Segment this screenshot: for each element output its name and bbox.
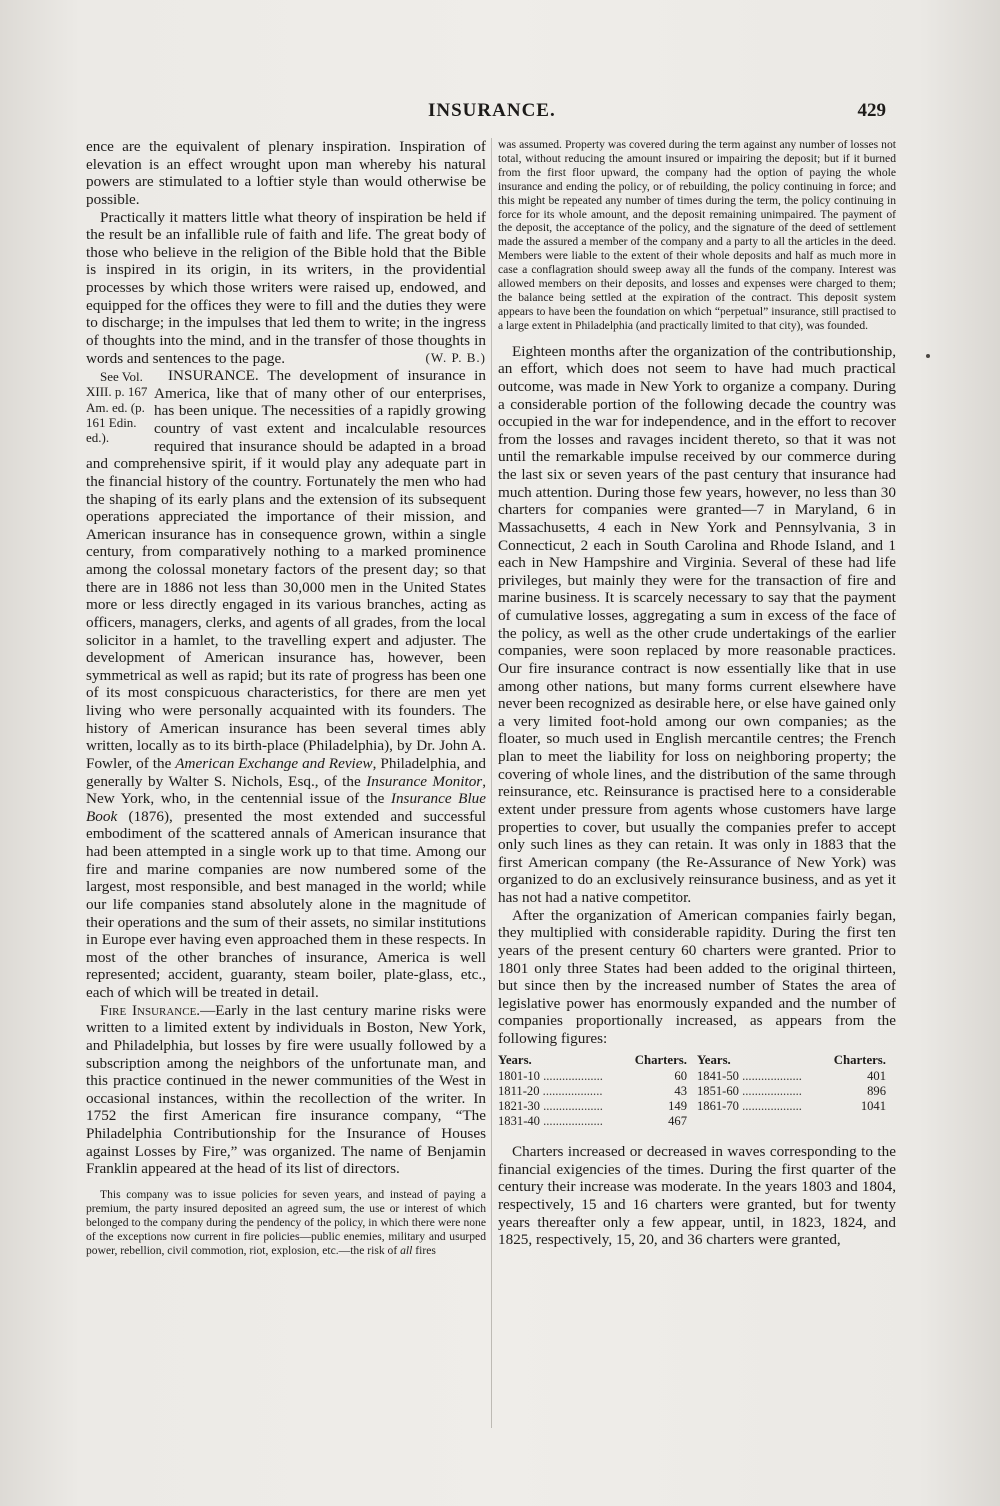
periodical-title-3: Insurance Blue Book [86, 790, 487, 825]
table-row [498, 1069, 896, 1084]
table-cell [697, 1114, 822, 1129]
spacer [498, 333, 896, 343]
charters-table [498, 1052, 896, 1129]
paragraph-insurance-mid-2: , New York, who, in the centennial issue of the [86, 772, 486, 808]
dot-leader: ................... [539, 1083, 603, 1098]
paragraph-insurance-end: (1876), presented the most extended and successful embodiment of the scattered annals of American insurance that had been attempted in a single work up to that time. Among our fire and marine companies are now numbered some of the largest, most responsible, and best managed in the world; while our life companies stand absolutely alone in the magnitude of their operations and the sum of their assets, no similar institutions in Europe ever having even approached them in these respects. In most of the other branches of insurance, America is well represented; accident, guaranty, steam boiler, plate-glass, etc., each of which will be treated in detail. [86, 807, 487, 1001]
paragraph-organization: After the organization of American companies fairly began, they multiplied with considerable rapidity. During the first ten years of the present century 60 charters were granted. Prior to 1801 only three States had been added to the original thirteen, but since then by the increased number of States the area of legislative power has enormously expanded and the number of companies proportionally increased, as appears from the following figures: [498, 906, 896, 1048]
periodical-title-1: American Exchange and Review [175, 754, 373, 772]
dot-leader: ................... [738, 1098, 802, 1113]
table-header: Years. [696, 1052, 731, 1067]
table-cell: 1851-60 ................... [696, 1083, 802, 1098]
dot-leader: ................... [539, 1114, 603, 1129]
table-row [498, 1084, 896, 1099]
footnote-text-end: fires [415, 1243, 436, 1257]
paragraph-practically-text: Practically it matters little what theory of inspiration be held if the result be an infallible rule of faith and life. The great body of those who believe in the religion of the Bible hold that the Bible is inspired in its origin, in its writers, in the providential processes by which those writers were raised up, endowed, and equipped for the offices they were to fill and the duties they were to discharge; in the impulses that led them to write; in the ingress of thoughts into the mind, and in the transfer of those thoughts in words and sentences to the page. [86, 208, 486, 367]
footnote-emphasis: all [400, 1243, 413, 1257]
periodical-title-2: Insurance Monitor [366, 772, 483, 790]
dot-leader: ................... [539, 1068, 603, 1083]
paragraph-eighteen-months: Eighteen months after the organization of the contributionship, an effort, which does not seem to have had much practical outcome, was made in New York to organize a company. During a considerable portion of the following decade the country was occupied in the war for independence, and in the effort to recover from the losses and ravages incident thereto, so that it was not until the remarkable impulse received by our commerce during the last six or seven years of the past century that insurance had much attention. During those few years, however, no less than 30 charters for companies were granted—7 in Maryland, 6 in Massachusetts, 4 each in New York and Pennsylvania, 3 in Connecticut, 2 each in South Carolina and Rhode Island, and 1 each in New Hampshire and Virginia. Several of these had life privileges, but mainly they were for the transaction of fire and marine business. It is scarcely necessary to say that the payment of cumulative losses, aggregating a sum in excess of the face of the policy, as well as the other crude undertakings of the earlier companies, were soon replaced by more reasonable practices. Our fire insurance contract is now essentially like that in use among other nations, but many forms current elsewhere have never been recognized as desirable here, or else have gained only a very limited foot-hold among our own companies; as the floater, so much used in English mercantile centres; the French plan to meet the liability for loss on neighboring property; the covering of whole lines, and the distribution of the same through reinsurance, etc. Reinsurance is practised here to a considerable extent under pressure from agents whose customers have large properties to cover, but usually the companies prefer to accept only such lines as they can retain. It was only in 1883 that the first American company (the Re-Assurance of New York) was organized to do an exclusively reinsurance business, and as yet it has not had a native competitor. [498, 342, 896, 907]
paragraph-practically [86, 209, 486, 368]
column-divider [491, 138, 492, 1428]
table-row [498, 1114, 896, 1129]
table-header: Charters. [833, 1052, 886, 1067]
table-cell: 60 [674, 1068, 687, 1083]
table-header-row [498, 1052, 896, 1069]
article-heading: INSURANCE. [168, 367, 259, 385]
dot-leader: ................... [539, 1098, 603, 1113]
spacer [86, 1178, 486, 1188]
page-number: 429 [857, 100, 886, 121]
table-cell: 1811-20 ................... [498, 1083, 603, 1098]
table-cell: 149 [668, 1098, 687, 1113]
left-column [86, 138, 486, 1257]
footnote-continued: was assumed. Property was covered during the term against any number of losses not total, without reducing the amount insured or impairing the deposit; but if it burned from the first floor upward, the company had the option of paying the whole insurance and ending the policy, or of rebuilding, the policy continuing in force; and this might be repeated any number of times during the term, the policy continuing in force for its whole amount, and the deposit remaining unimpaired. The payment of the deposit, the acceptance of the policy, and the signature of the deed of settlement made the assured a member of the company and a party to all the articles in the deed. Members were liable to the extent of their whole deposits and half as much more in case a conflagration should sweep away all the funds of the company. Interest was allowed members on their deposits, and losses and expenses were charged to them; the balance being settled at the expiration of the contract. This deposit system appears to have been the foundation on which “perpetual” insurance, still practised to a large extent in Philadelphia (and practically limited to that city), was founded. [498, 138, 896, 332]
table-cell: 1821-30 ................... [498, 1098, 603, 1113]
paragraph-insurance-intro [86, 367, 486, 1002]
table-cell: 401 [867, 1068, 886, 1083]
table-cell: 43 [674, 1083, 687, 1098]
running-title: INSURANCE. [428, 100, 556, 121]
footnote [86, 1188, 486, 1258]
paragraph-insurance-mid-1: , Philadelphia, and generally by Walter S. Nichols, Esq., of the [86, 754, 486, 790]
footnote-text: This company was to issue policies for seven years, and instead of paying a premium, the party insured deposited an agreed sum, the use or interest of which belonged to the company during the pendency of the policy, in which there were none of the exceptions now current in fire policies—public enemies, military and usurped power, rebellion, civil commotion, riot, explosion, etc.—the risk of [86, 1187, 486, 1257]
subsection-heading: Fire Insurance. [100, 1001, 201, 1019]
paragraph-charters-waves: Charters increased or decreased in waves corresponding to the financial exigencies of the times. During the first quarter of the century their increase was moderate. In the years 1803 and 1804, respectively, 15 and 16 charters were granted, but for twenty years thereafter only a few appear, until, in 1823, 1824, and 1825, respectively, 15, 20, and 36 charters were granted, [498, 1143, 896, 1249]
table-cell: 1801-10 ................... [498, 1068, 603, 1083]
table-cell [822, 1114, 896, 1129]
table-cell: 1861-70 ................... [696, 1098, 802, 1113]
table-header: Charters. [634, 1052, 687, 1067]
margin-cross-reference: See Vol. XIII. p. 167 Am. ed. (p. 161 Edin. ed.). [86, 369, 148, 446]
right-column [498, 138, 896, 1249]
paragraph-insurance-text: The development of insurance in America, like that of many other of our enterprises, has been unique. The necessities of a rapidly growing country of vast extent and incalculable resources required that insurance should be adapted in a broad and comprehensive spirit, if it would play any adequate part in the financial history of the country. Fortunately the men who had the shaping of its early plans and the extension of its subsequent operations appreciated the importance of their mission, and American insurance has in consequence grown, within a single century, from comparatively nothing to a marked prominence among the colossal monetary factors of the present day; so that there are in 1886 not less than 30,000 men in the United States more or less directly engaged in its various branches, acting as officers, managers, clerks, and agents of all grades, from the local solicitor in a hamlet, to the travelling expert and adjuster. The development of American insurance has, however, been symmetrical as well as rapid; but its rate of progress has been one of its most conspicuous characteristics, for there are men yet living who were personally acquainted with its founders. The history of American insurance has been several times ably written, locally as to its birth-place (Philadelphia), by Dr. John A. Fowler, of the [86, 367, 486, 772]
author-initials: (W. P. B.) [425, 349, 486, 365]
table-header: Years. [498, 1052, 532, 1067]
dot-leader: ................... [738, 1068, 802, 1083]
table-cell: 467 [668, 1114, 687, 1129]
paragraph-fire-insurance [86, 1002, 486, 1178]
ink-spot [926, 354, 930, 358]
table-cell: 1041 [860, 1098, 886, 1113]
dot-leader: ................... [738, 1083, 802, 1098]
paragraph-inspiration-end: ence are the equivalent of plenary inspiration. Inspiration of elevation is an effect wrought upon man whereby his natural powers are stimulated to a loftier style than would otherwise be possible. [86, 138, 486, 208]
page-header [0, 100, 1000, 130]
table-row [498, 1099, 896, 1114]
table-cell: 1831-40 ................... [498, 1114, 603, 1129]
table-cell: 896 [867, 1083, 886, 1098]
paragraph-fire-text: —Early in the last century marine risks were written to a limited extent by individuals in Boston, New York, and Philadelphia, but losses by fire were usually followed by a subscription among the neighbors of the unfortunate man, and this practice continued in the newer communities of the West in occasional instances, within the recollection of the writer. In 1752 the first American fire insurance company, “The Philadelphia Contributionship for the Insurance of Houses against Losses by Fire,” was organized. The name of Benjamin Franklin appeared at the head of its list of directors. [86, 1001, 486, 1178]
table-cell: 1841-50 ................... [696, 1068, 802, 1083]
